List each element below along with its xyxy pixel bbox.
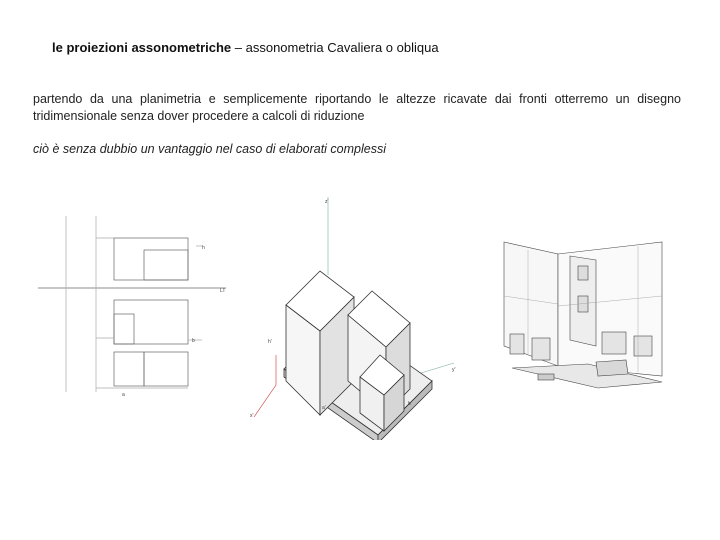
label-h-prime: h' [268, 339, 272, 345]
label-lt: LT [220, 288, 226, 294]
orthographic-projection-figure [36, 212, 246, 412]
title-rest: – assonometria Cavaliera o obliqua [231, 40, 439, 55]
label-a-prime: a' [322, 405, 326, 411]
italic-note: ciò è senza dubbio un vantaggio nel caso di elaborati complessi [33, 142, 387, 156]
description-paragraph: partendo da una planimetria e semplicemente riportando le altezze ricavate dai fronti otterremo un disegno tridimensionale senza dover procedere a calcoli di riduzione [33, 92, 681, 123]
label-a: a [122, 392, 125, 398]
label-x: x' [250, 413, 254, 419]
axonometric-drawing-figure [248, 195, 468, 440]
slide-title [52, 40, 439, 55]
title-bold: le proiezioni assonometriche [52, 40, 232, 55]
label-b-axo: b [408, 401, 411, 407]
label-h: h [202, 245, 205, 251]
label-z: z' [325, 199, 329, 205]
building-render-figure [498, 236, 668, 396]
label-y: y' [452, 367, 456, 373]
label-b: b [192, 338, 195, 344]
